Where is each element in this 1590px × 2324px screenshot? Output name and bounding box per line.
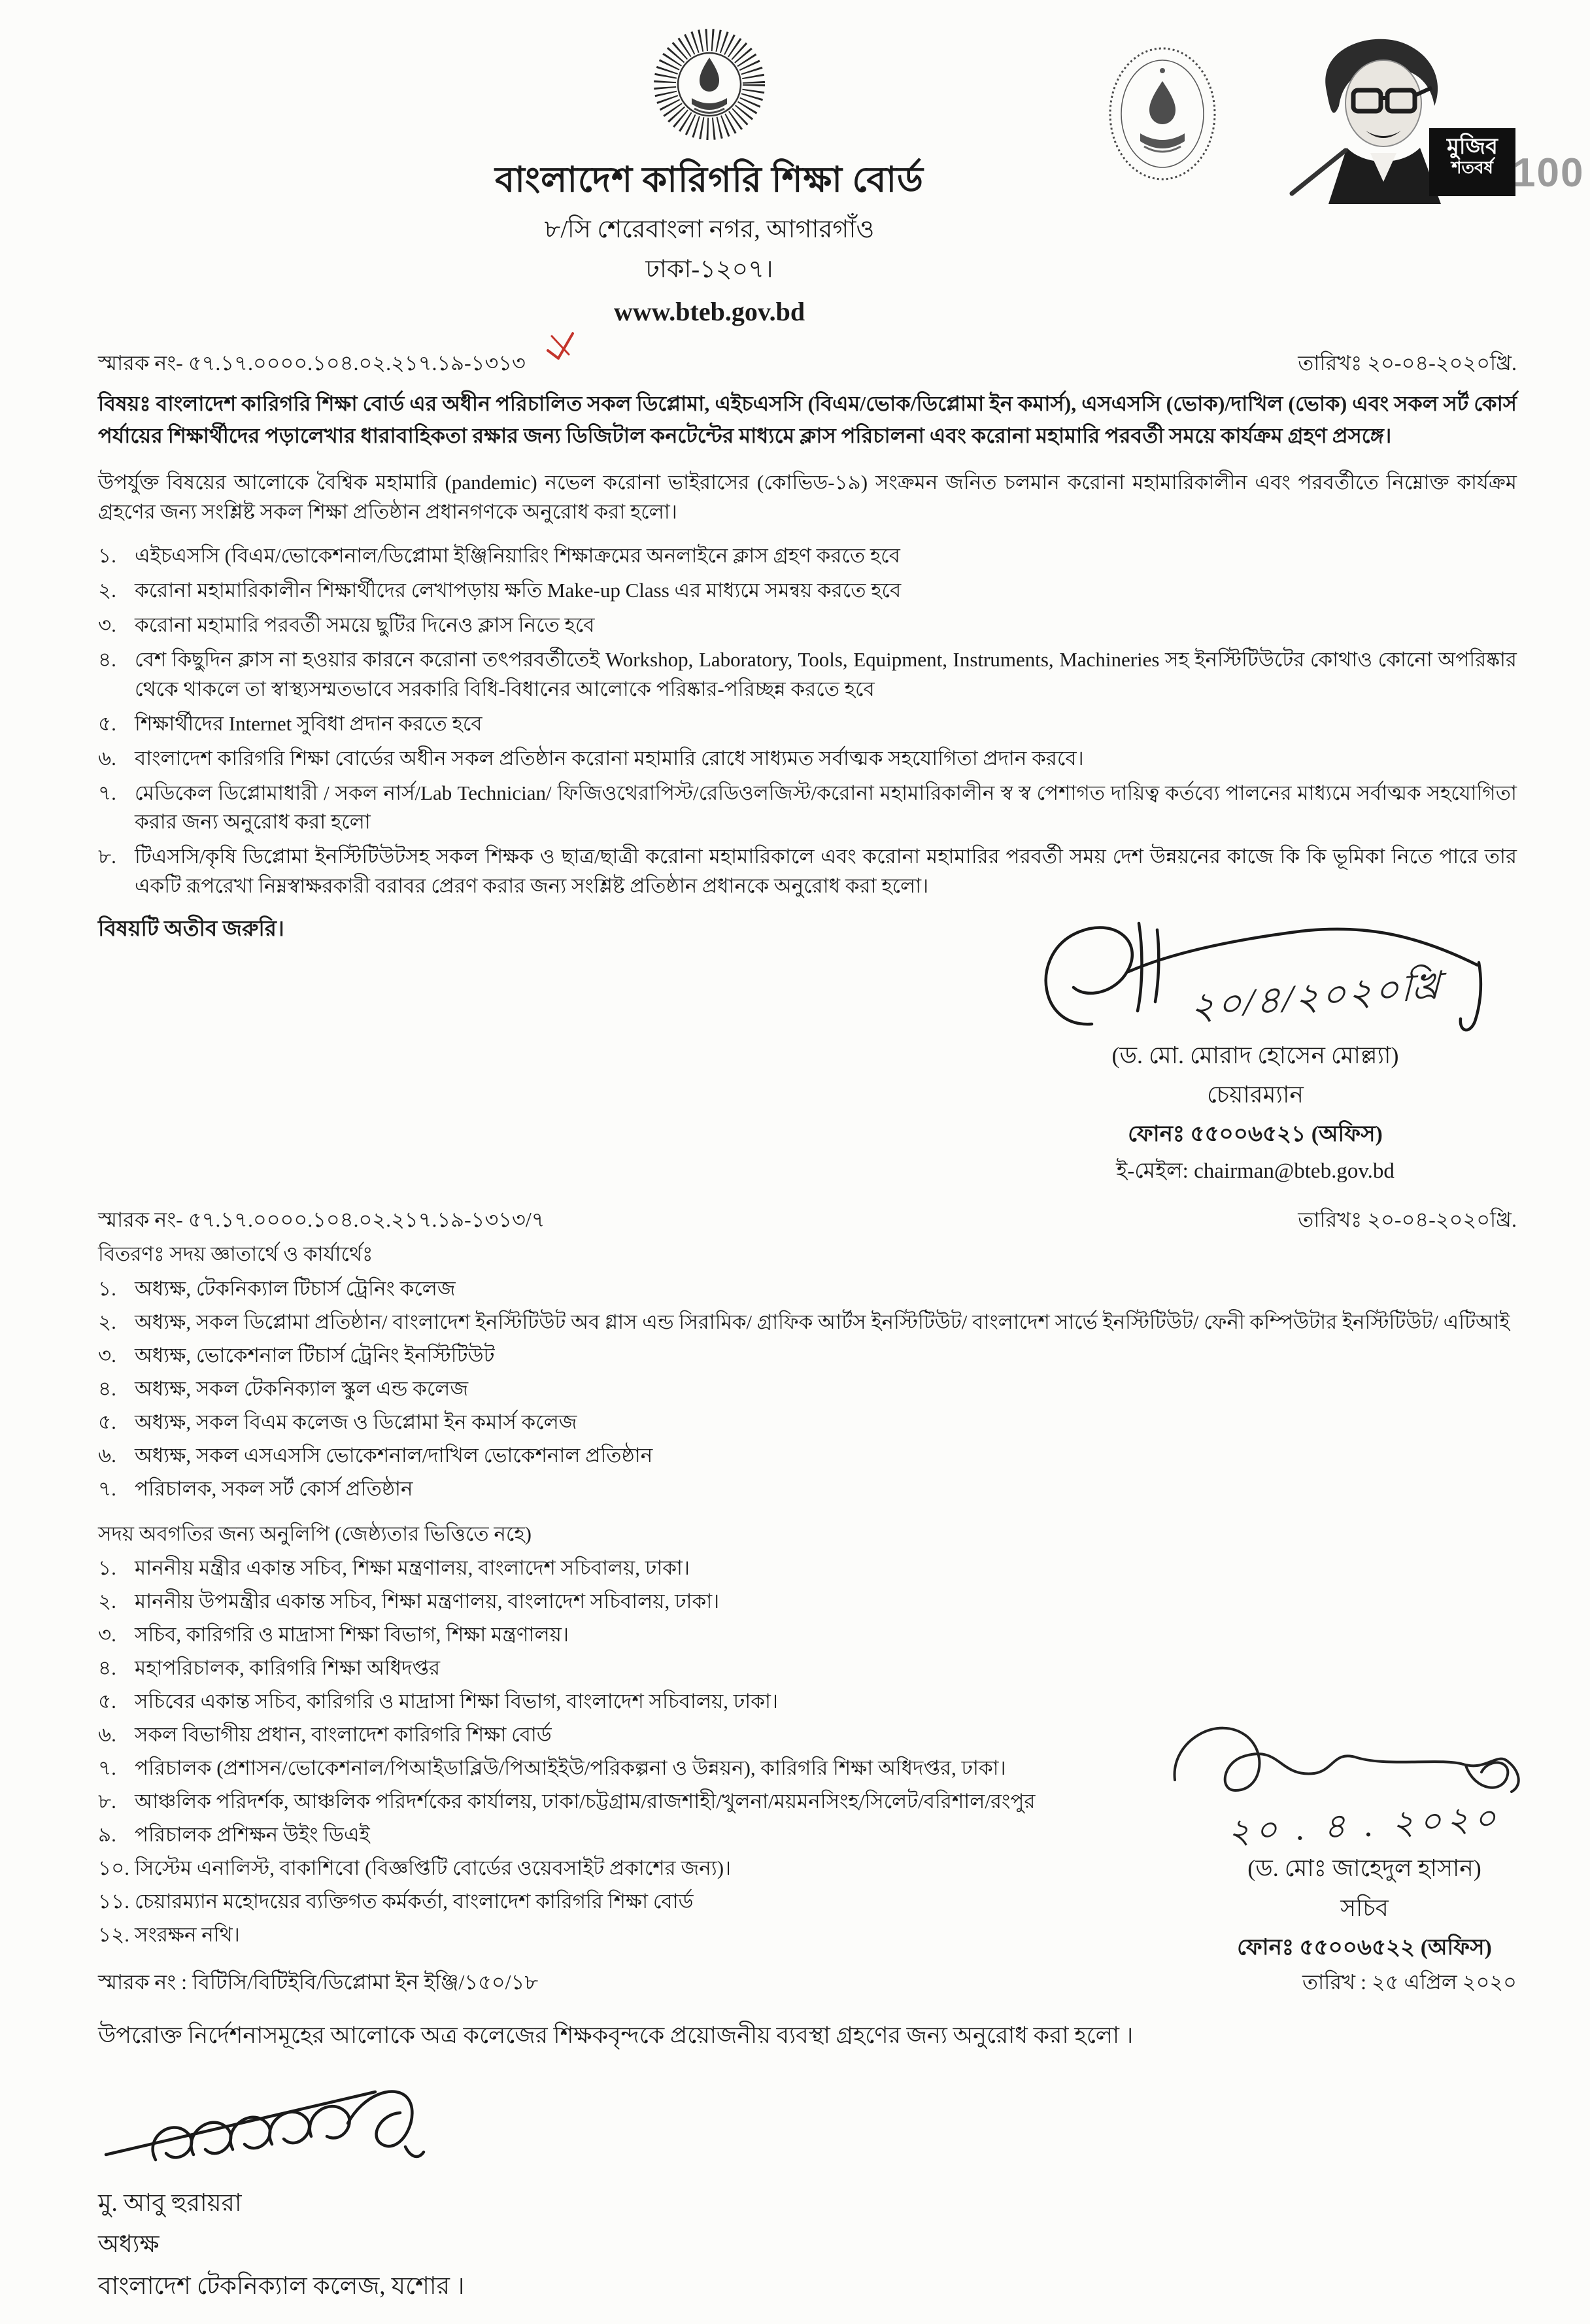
website-url: www.bteb.gov.bd xyxy=(613,297,805,327)
list-item xyxy=(98,1720,1157,1750)
item-text: মাননীয় উপমন্ত্রীর একান্ত সচিব, শিক্ষা মন্ত্রণালয়, বাংলাদেশ সচিবালয়, ঢাকা। xyxy=(135,1590,720,1613)
item-number: ১. xyxy=(98,1556,116,1580)
list-item xyxy=(98,1441,1517,1471)
opening-paragraph: উপর্যুক্ত বিষয়ের আলোকে বৈশ্বিক মহামারি (pandemic) নভেল করোনা ভাইরাসের (কোভিড-১৯) সংক্রমন জনিত চলমান করোনা মহামারিকালীন এবং পরবর্তীতে নিম্নোক্ত কার্যক্রম গ্রহণের জন্য সংশ্লিষ্ট সকল শিক্ষা প্রতিষ্ঠান প্রধানগণকে অনুরোধ করা হলো। xyxy=(98,471,1517,523)
item-number: ৩. xyxy=(98,1623,116,1647)
item-number: ৫. xyxy=(98,711,116,735)
item-number: ৮. xyxy=(98,1790,116,1813)
list-item xyxy=(98,1554,1157,1583)
item-text: অধ্যক্ষ, সকল টেকনিক্যাল স্কুল এন্ড কলেজ xyxy=(135,1376,469,1400)
item-number: ৮. xyxy=(98,845,116,868)
memo-number-2: স্মারক নং- ৫৭.১৭.০০০০.১০৪.০২.২১৭.১৯-১৩১৩/৭ xyxy=(98,1207,545,1231)
chairman-name: (ড. মো. মোরাদ হোসেন মোল্ল্যা) xyxy=(1111,1042,1399,1069)
chairman-handwritten-date: ২০/৪/২০২০খ্রি xyxy=(1190,964,1442,1029)
principal-name: মু. আবু হুরায়রা xyxy=(98,2189,242,2217)
list-item xyxy=(98,645,1517,704)
secretary-signature-block xyxy=(1159,1695,1570,1964)
urgent-note: বিষয়টি অতীব জরুরি। xyxy=(98,917,284,942)
list-item xyxy=(98,1820,1157,1850)
memo-row-1 xyxy=(98,348,1517,378)
item-text: অধ্যক্ষ, সকল ডিপ্লোমা প্রতিষ্ঠান/ বাংলাদেশ ইনস্টিটিউট অব গ্লাস এন্ড সিরামিক/ গ্রাফিক আর্টস ইনস্টিটিউট/ বাংলাদেশ সার্ভে ইনস্টিটিউট/ ফেনী কম্পিউটার ইনস্টিটিউট/ এটিআই xyxy=(135,1310,1510,1333)
principal-signature-block xyxy=(98,2068,1517,2304)
item-text: মহাপরিচালক, কারিগরি শিক্ষা অধিদপ্তর xyxy=(135,1656,441,1680)
list-item xyxy=(98,611,1517,640)
secretary-designation: সচিব xyxy=(1340,1894,1389,1921)
chairman-email: ই-মেইল: chairman@bteb.gov.bd xyxy=(1116,1159,1395,1183)
list-item xyxy=(98,1341,1517,1371)
list-item xyxy=(98,576,1517,606)
item-text: পরিচালক প্রশিক্ষন উইং ডিএই xyxy=(135,1822,370,1846)
item-text: করোনা মহামারিকালীন শিক্ষার্থীদের লেখাপড়ায় ক্ষতি Make-up Class এর মাধ্যমে সমন্বয় করতে হবে xyxy=(135,578,902,602)
list-item xyxy=(98,842,1517,901)
item-text: অধ্যক্ষ, সকল বিএম কলেজ ও ডিপ্লোমা ইন কমার্স কলেজ xyxy=(135,1410,577,1433)
list-item xyxy=(98,1754,1157,1783)
list-item xyxy=(98,1787,1157,1817)
item-number: ৬. xyxy=(98,746,116,770)
memo-number-3: স্মারক নং : বিটিসি/বিটিইবি/ডিপ্লোমা ইন ইঞ্জি/১৫০/১৮ xyxy=(98,1970,539,1994)
item-number: ৯. xyxy=(98,1822,116,1846)
memo-number-1-text: স্মারক নং- ৫৭.১৭.০০০০.১০৪.০২.২১৭.১৯-১৩১৩ xyxy=(98,351,526,375)
item-text: মাননীয় মন্ত্রীর একান্ত সচিব, শিক্ষা মন্ত্রণালয়, বাংলাদেশ সচিবালয়, ঢাকা। xyxy=(135,1556,690,1580)
item-text: সচিব, কারিগরি ও মাদ্রাসা শিক্ষা বিভাগ, শিক্ষা মন্ত্রণালয়। xyxy=(135,1623,569,1647)
memo-number-1 xyxy=(98,348,526,378)
list-item xyxy=(98,1620,1157,1650)
list-item xyxy=(98,1375,1517,1404)
chairman-designation: চেয়ারম্যান xyxy=(1207,1082,1304,1108)
item-text: অধ্যক্ষ, টেকনিক্যাল টিচার্স ট্রেনিং কলেজ xyxy=(135,1276,456,1300)
item-number: ২. xyxy=(98,578,116,602)
item-number: ২. xyxy=(98,1590,116,1613)
memo-date-2: তারিখঃ ২০-০৪-২০২০খ্রি. xyxy=(1298,1207,1517,1231)
list-item xyxy=(98,1921,1157,1950)
subject-line: বিষয়ঃ বাংলাদেশ কারিগরি শিক্ষা বোর্ড এর অধীন পরিচালিত সকল ডিপ্লোমা, এইচএসসি (বিএম/ভোক/ডিপ্লোমা ইন কমার্স), এসএসসি (ভোক)/দাখিল (ভোক) এবং সকল সর্ট কোর্স পর্যায়ের শিক্ষার্থীদের পড়ালেখার ধারাবাহিকতা রক্ষার জন্য ডিজিটাল কনটেন্টের মাধ্যমে ক্লাস পরিচালনা এবং করোনা মহামারি পরবর্তী সময়ে কার্যক্রম গ্রহণ প্রসঙ্গে। xyxy=(98,391,1517,448)
list-item xyxy=(98,1408,1517,1437)
chairman-phone: ফোনঃ ৫৫০০৬৫২১ (অফিস) xyxy=(1128,1122,1383,1147)
secretary-handwritten-date: ২০ . ৪ . ২০২০ xyxy=(1226,1800,1502,1851)
item-text: পরিচালক, সকল সর্ট কোর্স প্রতিষ্ঠান xyxy=(135,1477,413,1500)
item-number: ৭. xyxy=(98,1477,116,1500)
item-text: চেয়ারম্যান মহোদয়ের ব্যক্তিগত কর্মকর্তা, বাংলাদেশ কারিগরি শিক্ষা বোর্ড xyxy=(135,1889,694,1913)
item-text: শিক্ষার্থীদের Internet সুবিধা প্রদান করতে হবে xyxy=(135,711,482,735)
list-item xyxy=(98,1475,1517,1504)
principal-designation: অধ্যক্ষ xyxy=(98,2231,160,2259)
address-line-2: ঢাকা-১২০৭। xyxy=(645,256,773,284)
item-text: করোনা মহামারি পরবর্তী সময়ে ছুটির দিনেও ক্লাস নিতে হবে xyxy=(135,613,595,636)
principal-signature-icon xyxy=(98,2068,516,2179)
item-number: ৫. xyxy=(98,1690,116,1713)
item-text: সিস্টেম এনালিস্ট, বাকাশিবো (বিজ্ঞপ্তিটি বোর্ডের ওয়েবসাইট প্রকাশের জন্য)। xyxy=(135,1856,732,1879)
list-item xyxy=(98,1687,1157,1717)
secretary-phone: ফোনঃ ৫৫০০৬৫২২ (অফিস) xyxy=(1237,1935,1492,1960)
memo-row-2 xyxy=(98,1205,1517,1235)
list-item xyxy=(98,1274,1517,1304)
letterhead xyxy=(0,17,1419,331)
item-number: ৭. xyxy=(98,1756,116,1780)
copies-list xyxy=(98,1554,1157,1949)
item-number: ৬. xyxy=(98,1723,116,1747)
principal-institution: বাংলাদেশ টেকনিক্যাল কলেজ, যশোর । xyxy=(98,2273,465,2300)
item-text: সকল বিভাগীয় প্রধান, বাংলাদেশ কারিগরি শিক্ষা বোর্ড xyxy=(135,1723,552,1747)
item-text: সংরক্ষন নথি। xyxy=(135,1922,240,1946)
list-item xyxy=(98,1887,1157,1917)
list-item xyxy=(98,744,1517,774)
item-number: ২. xyxy=(98,1310,116,1333)
address-line-1: ৮/সি শেরেবাংলা নগর, আগারগাঁও xyxy=(544,216,875,244)
list-item xyxy=(98,1854,1157,1883)
secretary-name: (ড. মোঃ জাহেদুল হাসান) xyxy=(1247,1855,1481,1882)
item-number: ৩. xyxy=(98,1343,116,1367)
item-text: সচিবের একান্ত সচিব, কারিগরি ও মাদ্রাসা শিক্ষা বিভাগ, বাংলাদেশ সচিবালয়, ঢাকা। xyxy=(135,1690,779,1713)
mujib-logo-line2: শতবর্ষ xyxy=(1451,158,1493,178)
item-text: বেশ কিছুদিন ক্লাস না হওয়ার কারনে করোনা তৎপরবর্তীতেই Workshop, Laboratory, Tools, Equipment, Instruments, Machineries সহ ইনস্টিটিউটের কোথাও কোনো অপরিষ্কার থেকে থাকলে তা স্বাস্থ্যসম্মতভাবে সরকারি বিধি-বিধানের আলোকে পরিষ্কার-পরিচ্ছন্ন করতে হবে xyxy=(135,647,1517,700)
item-number: ৩. xyxy=(98,613,116,636)
memo-date-1: তারিখঃ ২০-০৪-২০২০খ্রি. xyxy=(1298,351,1517,375)
item-number: ১২. xyxy=(98,1922,130,1946)
memo-date-3: তারিখ : ২৫ এপ্রিল ২০২০ xyxy=(1302,1970,1517,1994)
item-text: অধ্যক্ষ, সকল এসএসসি ভোকেশনাল/দাখিল ভোকেশনাল প্রতিষ্ঠান xyxy=(135,1443,653,1467)
item-number: ১১. xyxy=(98,1889,129,1913)
list-item xyxy=(98,1308,1517,1337)
item-text: অধ্যক্ষ, ভোকেশনাল টিচার্স ট্রেনিং ইনস্টিটিউট xyxy=(135,1343,495,1367)
mujib-logo-text xyxy=(1433,135,1512,178)
item-number: ৭. xyxy=(98,781,116,804)
distribution-list xyxy=(98,1274,1517,1504)
item-number: ৪. xyxy=(98,1376,116,1400)
item-number: ৪. xyxy=(98,1656,116,1680)
list-item xyxy=(98,1654,1157,1683)
distribution-heading: বিতরণঃ সদয় জ্ঞাতার্থে ও কার্যার্থেঃ xyxy=(98,1242,373,1265)
mujib-logo-line1: মুজিব xyxy=(1447,135,1498,159)
directives-list xyxy=(98,541,1517,901)
item-text: পরিচালক (প্রশাসন/ভোকেশনাল/পিআইডাব্লিউ/পিআইইউ/পরিকল্পনা ও উন্নয়ন), কারিগরি শিক্ষা অধিদপ্তর, ঢাকা। xyxy=(135,1756,1006,1780)
forwarding-note: উপরোক্ত নির্দেশনাসমূহের আলোকে অত্র কলেজের শিক্ষকবৃন্দকে প্রয়োজনীয় ব্যবস্থা গ্রহণের জন্য অনুরোধ করা হলো । xyxy=(98,2023,1134,2049)
item-text: মেডিকেল ডিপ্লোমাধারী / সকল নার্স/Lab Technician/ ফিজিওথেরাপিস্ট/রেডিওলজিস্ট/করোনা মহামারিকালীন স্ব স্ব পেশাগত দায়িত্ব কর্তব্যে পালনের মাধ্যমে সর্বাত্মক সহযোগিতা করার জন্য অনুরোধ করা হলো xyxy=(135,781,1517,834)
bteb-emblem-icon xyxy=(642,17,777,152)
mujib-100-number: 100 xyxy=(1513,150,1585,196)
item-text: বাংলাদেশ কারিগরি শিক্ষা বোর্ডের অধীন সকল প্রতিষ্ঠান করোনা মহামারি রোধে সাধ্যমত সর্বাত্মক সহযোগিতা প্রদান করবে। xyxy=(135,746,1084,770)
item-text: এইচএসসি (বিএম/ভোকেশনাল/ডিপ্লোমা ইঞ্জিনিয়ারিং শিক্ষাক্রমের অনলাইনে ক্লাস গ্রহণ করতে হবে xyxy=(135,543,900,567)
memo-row-3 xyxy=(98,1967,1517,1997)
list-item xyxy=(98,709,1517,739)
item-number: ৪. xyxy=(98,647,116,671)
list-item xyxy=(98,779,1517,838)
item-text: টিএসসি/কৃষি ডিপ্লোমা ইনস্টিটিউটসহ সকল শিক্ষক ও ছাত্র/ছাত্রী করোনা মহামারিকালে এবং করোনা মহামারির পরবর্তী সময় দেশ উন্নয়নের কাজে কি কি ভূমিকা নিতে পারে তার একটি রূপরেখা নিম্নস্বাক্ষরকারী বরাবর প্রেরণ করার জন্য সংশ্লিষ্ট প্রতিষ্ঠান প্রধানকে অনুরোধ করা হলো। xyxy=(135,845,1517,898)
list-item xyxy=(98,541,1517,571)
item-number: ১. xyxy=(98,1276,116,1300)
chairman-signature-block xyxy=(98,906,1517,1188)
item-text: আঞ্চলিক পরিদর্শক, আঞ্চলিক পরিদর্শকের কার্যালয়, ঢাকা/চট্টগ্রাম/রাজশাহী/খুলনা/ময়মনসিংহ/সিলেট/বরিশাল/রংপুর xyxy=(135,1790,1036,1813)
red-tick-mark-icon xyxy=(543,331,577,360)
item-number: ৬. xyxy=(98,1443,116,1467)
item-number: ১. xyxy=(98,543,116,567)
list-item xyxy=(98,1587,1157,1616)
organization-name: বাংলাদেশ কারিগরি শিক্ষা বোর্ড xyxy=(495,160,924,199)
copies-heading: সদয় অবগতির জন্য অনুলিপি (জেষ্ঠ্যতার ভিত্তিতে নহে) xyxy=(98,1522,532,1545)
item-number: ৫. xyxy=(98,1410,116,1433)
item-number: ১০. xyxy=(98,1856,130,1879)
